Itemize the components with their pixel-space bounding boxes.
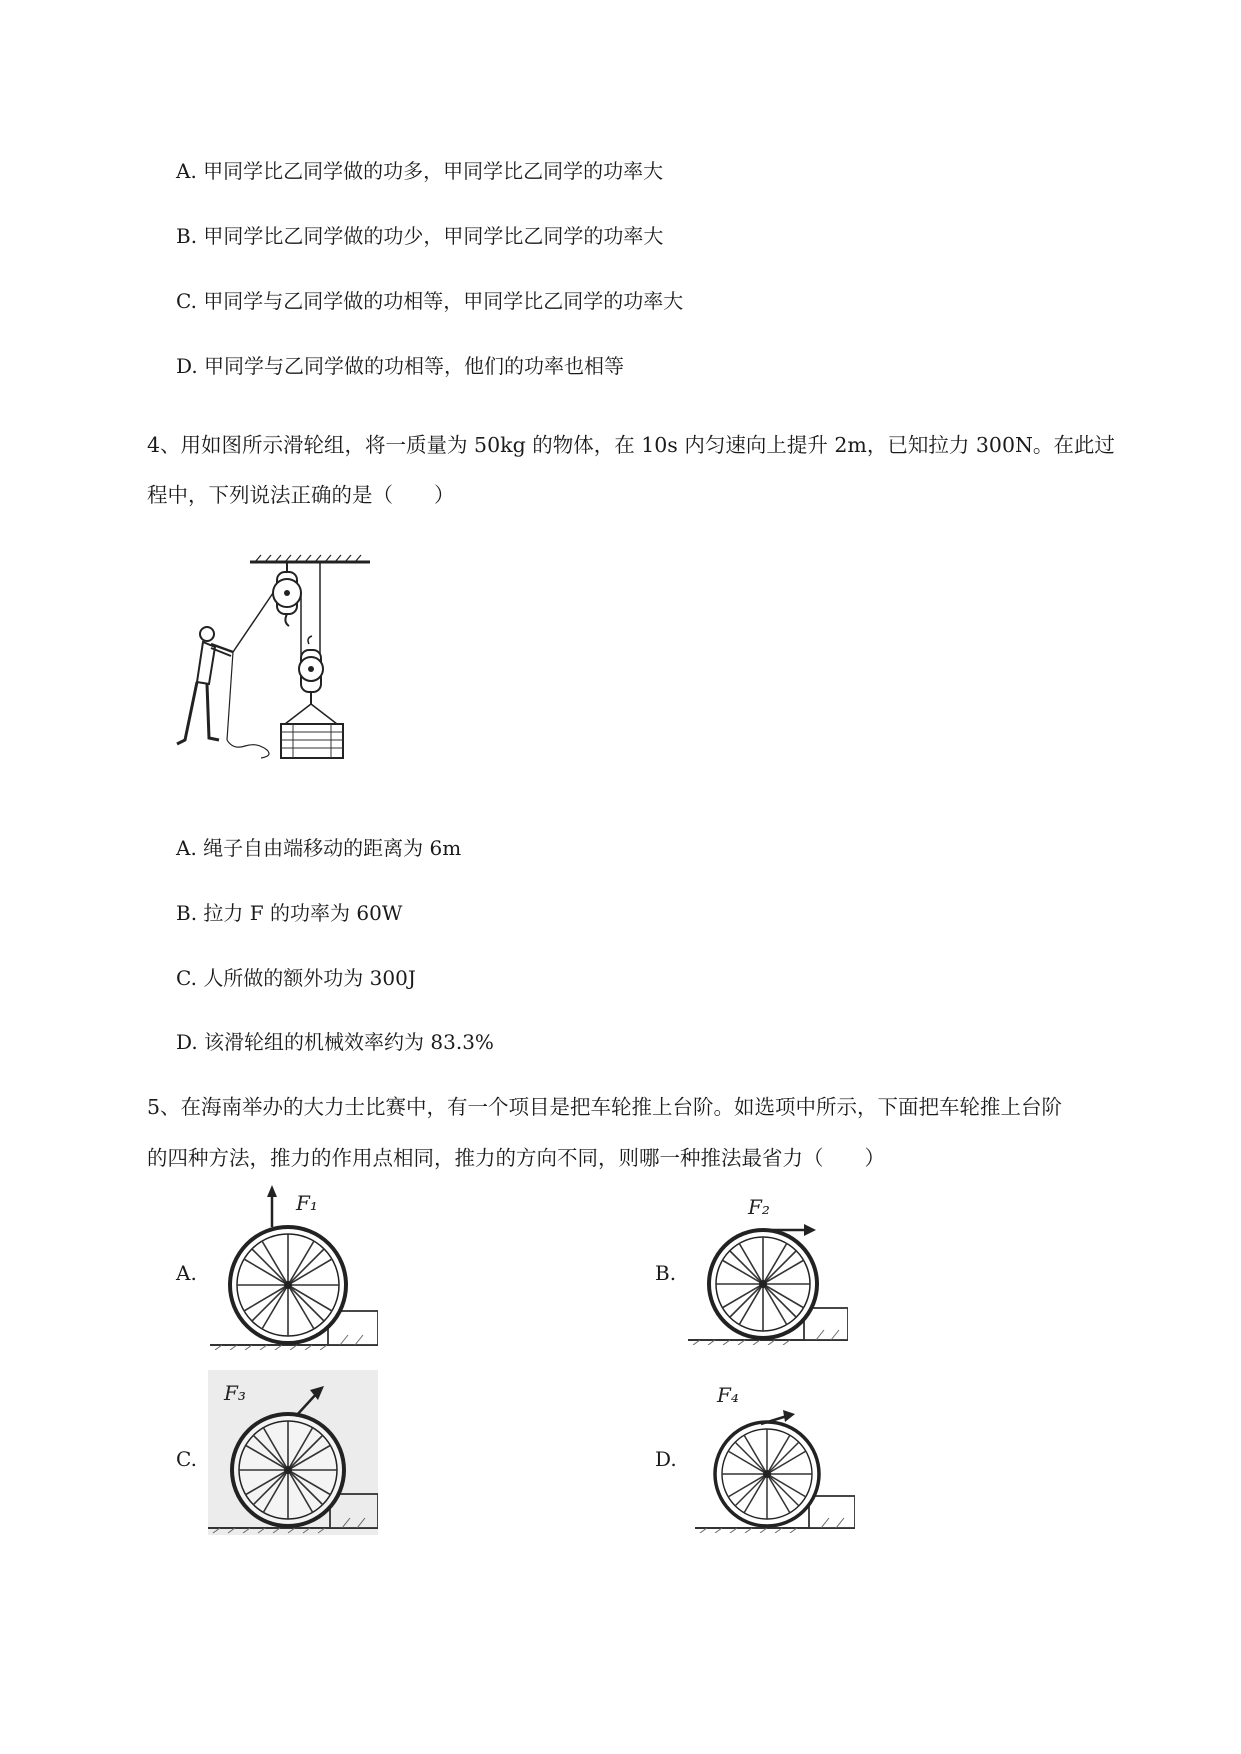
q5-option-b-letter: B. [655, 1261, 677, 1285]
wheel-diagram-d [695, 1378, 855, 1533]
option-text: 甲同学比乙同学做的功少，甲同学比乙同学的功率大 [203, 224, 664, 248]
q4-option-b [176, 899, 402, 927]
option-text: 人所做的额外功为 300J [203, 966, 416, 990]
force-label-f3: F₃ [224, 1381, 246, 1405]
option-letter: A. [176, 836, 197, 860]
wheel-diagram-c [208, 1370, 378, 1535]
q3-option-a [176, 157, 663, 185]
q5-stem-line2: 的四种方法，推力的作用点相同，推力的方向不同，则哪一种推法最省力（ ） [147, 1146, 885, 1170]
wheel-figure-a [210, 1185, 378, 1350]
wheel-figure-b [688, 1190, 848, 1345]
option-text: 甲同学比乙同学做的功多，甲同学比乙同学的功率大 [203, 159, 664, 183]
q4-stem-line1: 4、用如图所示滑轮组，将一质量为 50kg 的物体，在 10s 内匀速向上提升 2m，已知拉力 300N。在此过 [147, 433, 1115, 457]
option-letter: B. [176, 901, 198, 925]
q3-option-b [176, 222, 663, 250]
force-label-f2: F₂ [748, 1195, 770, 1219]
q3-option-c [176, 287, 683, 315]
q4-option-a [176, 834, 461, 862]
option-text: 甲同学与乙同学做的功相等，甲同学比乙同学的功率大 [203, 289, 684, 313]
pulley-illustration [175, 552, 375, 777]
option-letter: C. [176, 289, 197, 313]
wheel-diagram-a [210, 1185, 378, 1350]
option-text: 甲同学与乙同学做的功相等，他们的功率也相等 [204, 354, 625, 378]
q4-option-c [176, 964, 416, 992]
q5-option-c-letter: C. [176, 1447, 197, 1471]
option-text: 该滑轮组的机械效率约为 83.3% [204, 1030, 494, 1054]
q3-option-d [176, 352, 624, 380]
force-label-f1: F₁ [296, 1191, 318, 1215]
option-text: 拉力 F 的功率为 60W [203, 901, 403, 925]
option-text: 绳子自由端移动的距离为 6m [203, 836, 462, 860]
q4-option-d [176, 1028, 494, 1056]
wheel-figure-c [208, 1370, 378, 1535]
force-label-f4: F₄ [717, 1383, 739, 1407]
q4-stem-line2: 程中，下列说法正确的是（ ） [147, 483, 455, 507]
option-letter: A. [176, 159, 197, 183]
wheel-diagram-b [688, 1190, 848, 1345]
option-letter: C. [176, 966, 197, 990]
q5-stem-line1: 5、在海南举办的大力士比赛中，有一个项目是把车轮推上台阶。如选项中所示，下面把车轮推上台阶 [147, 1095, 1063, 1119]
wheel-figure-d [695, 1378, 855, 1533]
option-letter: B. [176, 224, 198, 248]
q5-option-d-letter: D. [655, 1447, 677, 1471]
option-letter: D. [176, 1030, 198, 1054]
q5-option-a-letter: A. [176, 1261, 197, 1285]
option-letter: D. [176, 354, 198, 378]
pulley-figure [175, 552, 375, 777]
